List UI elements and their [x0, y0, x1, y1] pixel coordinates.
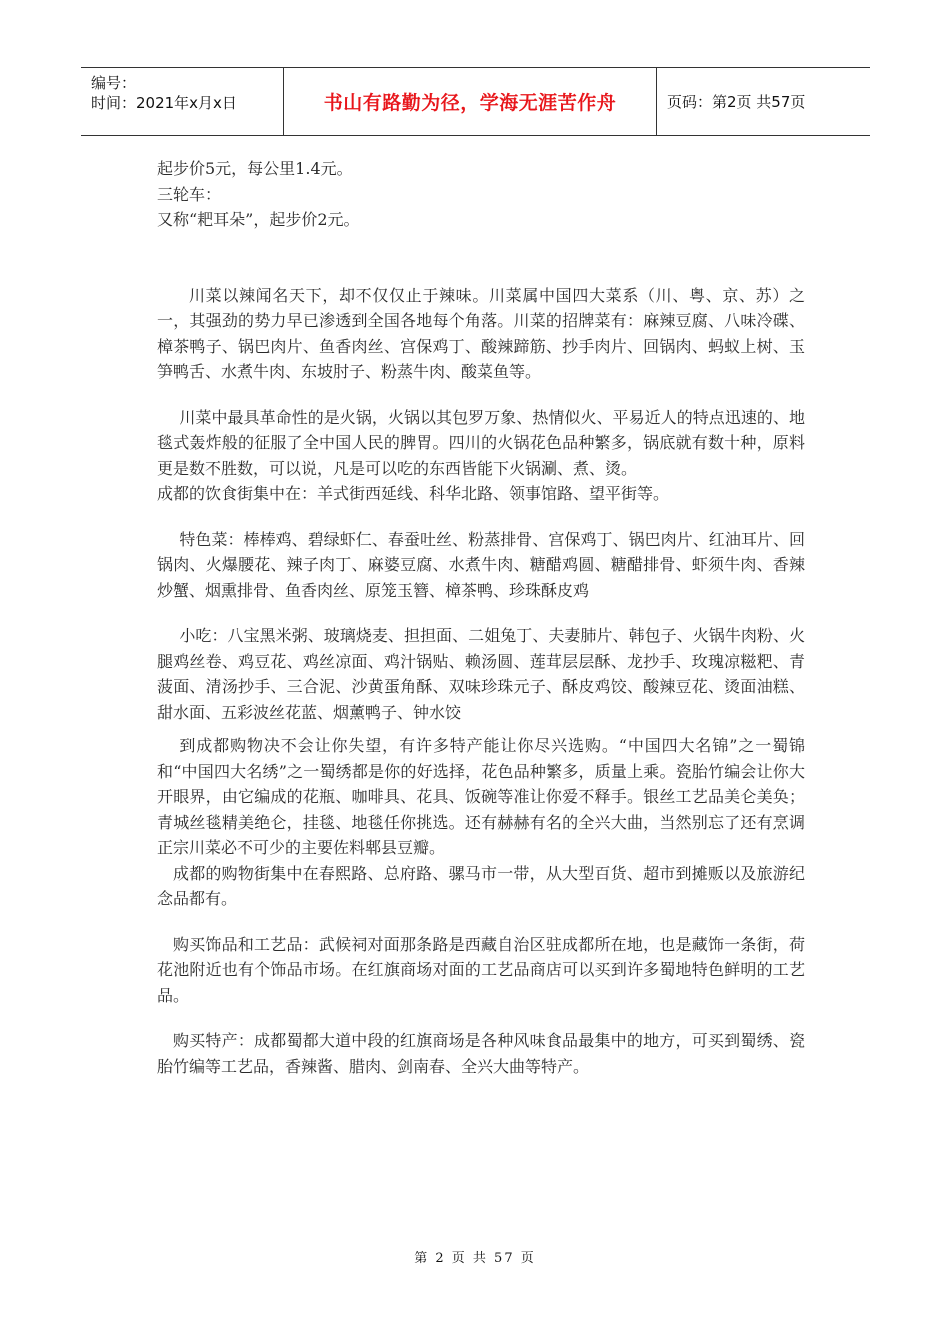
tricycle-title: 三轮车：: [157, 184, 222, 204]
paragraph-sichuan-cuisine: 川菜以辣闻名天下，却不仅仅止于辣味。川菜属中国四大菜系（川、粤、京、苏）之一，其强劲的势力早已渗透到全国各地每个角落。川菜的招牌菜有：麻辣豆腐、八味冷碟、樟茶鸭子、锅巴肉片、鱼香肉丝、宫保鸡丁、酸辣蹄筋、抄手肉片、回锅肉、蚂蚁上树、玉笋鸭舌、水煮牛肉、东坡肘子、粉蒸牛肉、酸菜鱼等。: [157, 285, 805, 381]
paragraph-crafts: 购买饰品和工艺品：武候祠对面那条路是西藏自治区驻成都所在地，也是藏饰一条街，荷花池附近也有个饰品市场。在红旗商场对面的工艺品商店可以买到许多蜀地特色鲜明的工艺品。: [157, 934, 805, 1005]
header-motto-cell: [284, 68, 657, 135]
paragraph-snacks: 小吃：八宝黑米粥、玻璃烧麦、担担面、二姐兔丁、夫妻肺片、韩包子、火锅牛肉粉、火腿鸡丝卷、鸡豆花、鸡丝凉面、鸡汁锅贴、赖汤圆、莲茸层层酥、龙抄手、玫瑰凉糍粑、青菠面、清汤抄手、三合泥、沙黄蛋角酥、双味珍珠元子、酥皮鸡饺、酸辣豆花、烫面油糕、甜水面、五彩波丝花蓝、烟薰鸭子、钟水饺: [157, 626, 805, 722]
paragraph-local-products: 购买特产：成都蜀都大道中段的红旗商场是各种风味食品最集中的地方，可买到蜀绣、瓷胎竹编等工艺品，香辣酱、腊肉、剑南春、全兴大曲等特产。: [157, 1031, 805, 1076]
number-label: 编号：: [91, 74, 137, 92]
paragraph-food-streets: 成都的饮食街集中在：羊式街西延线、科华北路、领事馆路、望平街等。: [157, 484, 670, 503]
taxi-price: 起步价5元，每公里1.4元。: [157, 159, 353, 178]
document-header: [81, 67, 870, 136]
tricycle-desc: 又称“耙耳朵”，起步价2元。: [157, 210, 360, 229]
document-body: [157, 156, 805, 1079]
header-meta: [81, 68, 284, 135]
header-page-cell: [657, 68, 870, 135]
page-footer: 第 2 页 共 57 页: [414, 1251, 536, 1266]
paragraph-shopping-streets: 成都的购物街集中在春熙路、总府路、骡马市一带，从大型百货、超市到摊贩以及旅游纪念品都有。: [157, 863, 805, 908]
header-page-info: 页码：第2页 共57页: [667, 93, 806, 111]
paragraph-hotpot: 川菜中最具革命性的是火锅，火锅以其包罗万象、热情似火、平易近人的特点迅速的、地毯式轰炸般的征服了全中国人民的脾胃。四川的火锅花色品种繁多，锅底就有数十种，原料更是数不胜数，可以说，凡是可以吃的东西皆能下火锅涮、煮、烫。: [157, 407, 805, 478]
paragraph-specialties: 特色菜：棒棒鸡、碧绿虾仁、春蚕吐丝、粉蒸排骨、宫保鸡丁、锅巴肉片、红油耳片、回锅肉、火爆腰花、辣子肉丁、麻婆豆腐、水煮牛肉、糖醋鸡圆、糖醋排骨、虾须牛肉、香辣炒蟹、烟熏排骨、鱼香肉丝、原笼玉簪、樟茶鸭、珍珠酥皮鸡: [157, 529, 805, 600]
date-label: 时间：2021年x月x日: [91, 94, 237, 112]
header-motto: 书山有路勤为径，学海无涯苦作舟: [323, 92, 617, 114]
paragraph-shopping: 到成都购物决不会让你失望，有许多特产能让你尽兴选购。“中国四大名锦”之一蜀锦和“中国四大名绣”之一蜀绣都是你的好选择，花色品种繁多，质量上乘。瓷胎竹编会让你大开眼界，由它编成的花瓶、咖啡具、花具、饭碗等准让你爱不释手。银丝工艺品美仑美奂；青城丝毯精美绝仑，挂毯、地毯任你挑选。还有赫赫有名的全兴大曲，当然别忘了还有烹调正宗川菜必不可少的主要佐料郫县豆瓣。: [157, 736, 805, 857]
